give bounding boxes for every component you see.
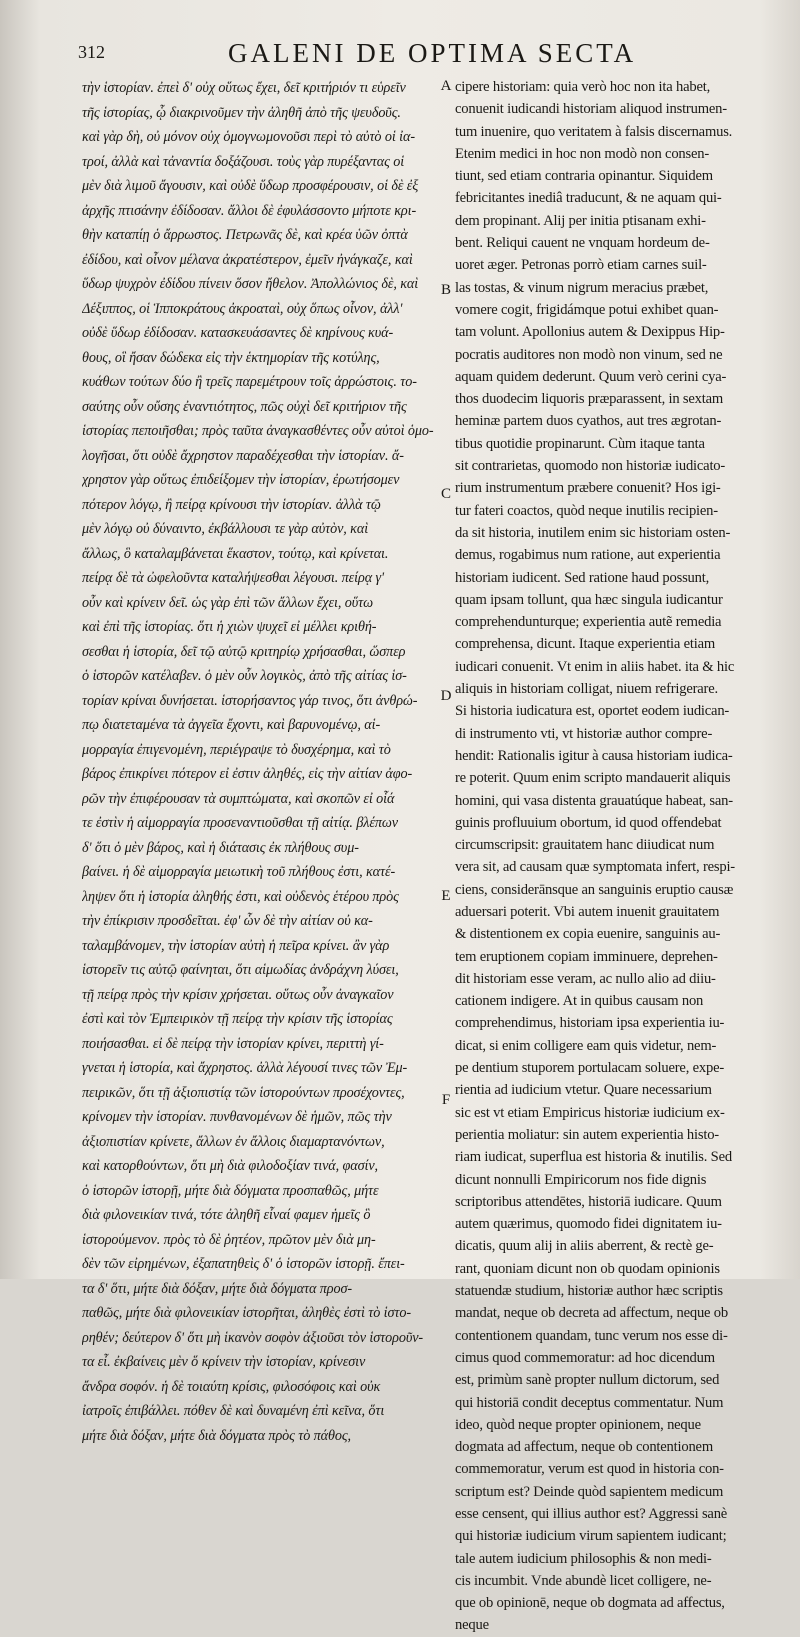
text-line: cimus quod commemoratur: ad hoc dicendum	[455, 1349, 715, 1366]
section-marker-a: A	[440, 78, 452, 94]
text-line: uoret æger. Petronas porrò etiam carnes suil-	[455, 257, 707, 274]
text-line: ἱστορεῖν τις αὐτῷ φαίνηται, ὅτι αἱμωδίας ἀνδράχνη λύσει,	[82, 962, 399, 978]
text-line: autem quærimus, quomodo fidei dignitatem iu-	[455, 1216, 722, 1233]
text-line: statuendæ studium, historiæ author hæc scriptis	[455, 1283, 723, 1300]
text-line: dogmata ad affectum, neque ob contentionem	[455, 1439, 713, 1456]
text-line: cis incumbit. Vnde abundè licet colligere, ne-	[455, 1572, 712, 1589]
text-line: οὐδὲ ὕδωρ ἐδίδοσαν. κατασκευάσαντες δὲ κηρίνους κυά-	[82, 325, 394, 341]
text-line: quam ipsam tollunt, qua hæc singula iudicantur	[455, 591, 723, 608]
text-line: comprehensa, dicunt. Itaque experientia etiam	[455, 636, 716, 653]
text-line: Si historia iudicatura est, oportet eodem iudican-	[455, 703, 730, 720]
text-line: las tostas, & vinum nigrum meracius præbet,	[455, 279, 709, 296]
text-line: dem propinant. Alij per initia ptisanam exhi-	[455, 212, 706, 229]
text-line: di instrumento vti, vt historiæ author compre-	[455, 725, 713, 742]
text-line: sic est vt etiam Empiricus historiæ iudicium ex-	[455, 1104, 725, 1121]
text-line: κρίνομεν τὴν ἱστορίαν. πυνθανομένων δὲ ἡμῶν, πῶς τὴν	[82, 1109, 392, 1125]
text-line: ὕδωρ ψυχρὸν ἐδίδου πίνειν ὅσον ἤθελον. Ἀπολλώνιος δὲ, καὶ	[82, 276, 419, 292]
text-line: λογῆσαι, ὅτι οὐδὲ ἄχρηστον παραδέχεσθαι τὴν ἱστορίαν. ἄ-	[82, 447, 404, 464]
text-line: ὁ ἱστορῶν ἱστορῇ, μήτε διὰ δόγματα προσπαθῶς, μήτε	[82, 1182, 379, 1199]
text-line: aliquis in historiam colligat, niuem refrigerare.	[455, 681, 718, 698]
page-header	[78, 38, 778, 72]
text-line: ταλαμβάνομεν, τὴν ἱστορίαν αὐτὴ ἡ πεῖρα κρίνει. ἂν γὰρ	[82, 937, 390, 954]
text-line: πειρικῶν, ὅτι τῇ ἀξιοπιστίᾳ τῶν ἱστορούντων προσέχοντες,	[82, 1084, 405, 1101]
text-line: ὁ ἱστορῶν κατέλαβεν. ὁ μὲν οὖν λογικὸς, ἀπὸ τῆς αἰτίας ἱσ-	[82, 668, 407, 684]
text-line: tale autem iudicium philosophis & non medi-	[455, 1550, 712, 1567]
text-line: ideo, quòd neque propter opinionem, neque	[455, 1416, 701, 1433]
text-line: cationem indigere. At in quibus causam non	[455, 993, 704, 1010]
text-line: tam volunt. Apollonius autem & Dexippus Hip-	[455, 324, 725, 341]
text-line: παθῶς, μήτε διὰ φιλονεικίαν ἱστορῆται, ἀληθὲς ἐστὶ τὸ ἱστο-	[82, 1305, 412, 1321]
text-line: ρῶν τὴν ἐπιφέρουσαν τὰ συμπτώματα, καὶ σκοπῶν εἰ οἷά	[82, 790, 395, 807]
text-line: tem eruptionem copiam imminuere, deprehen-	[455, 948, 718, 965]
text-line: cipere historiam: quia verò hoc non ita habet,	[455, 79, 711, 95]
text-line: perientia moliatur: sin autem experientia histo-	[455, 1126, 719, 1143]
text-line: καὶ κατορθούντων, ὅτι μὴ διὰ φιλοδοξίαν τινά, φασίν,	[82, 1158, 379, 1174]
text-line: tiunt, sed etiam contraria opinantur. Siquidem	[455, 168, 713, 185]
text-line: βαίνει. ἡ δὲ αἱμορραγία μειωτικὴ τοῦ πλήθους ἐστι, κατέ-	[82, 864, 396, 880]
text-line: pe dentium stuporem portulacam soluere, expe-	[455, 1060, 725, 1077]
text-line: hendit: Rationalis igitur à causa historiam iudica-	[455, 747, 733, 764]
text-line: τῆς ἱστορίας, ᾧ διακρινοῦμεν τὴν ἀληθῆ ἀπὸ τῆς ψευδοῦς.	[82, 104, 401, 121]
text-line: πῳ διατεταμένα τὰ ἀγγεῖα ἔχοντι, καὶ βαρυνομένῳ, αἱ-	[82, 717, 381, 733]
text-line: que ob opinionē, neque ob dogmata ad affectus,	[455, 1595, 725, 1612]
text-line: ἐστὶ καὶ τὸν Ἐμπειρικὸν τῇ πείρᾳ τὴν κρίσιν τῆς ἱστορίας	[82, 1011, 393, 1027]
section-marker-c: C	[440, 486, 451, 502]
text-line: guinis profluuium obortum, id quod offendebat	[455, 814, 722, 831]
text-line: da sit historia, inutilem enim sic historiam osten-	[455, 524, 731, 541]
section-marker-d: D	[440, 688, 452, 704]
greek-text-column	[82, 76, 440, 1448]
text-line: βάρος ἐπικρίνει πότερον εἰ ἐστιν ἀληθές, εἰς τὴν αἰτίαν ἀφο-	[82, 766, 413, 782]
text-line: qui historiæ iudicium virum sapientem iudicant;	[455, 1528, 727, 1545]
text-line: tum inuenire, quo veritatem à falsis discernamus.	[455, 123, 733, 140]
text-line: bent. Reliqui cauent ne vnquam hordeum de-	[455, 235, 710, 252]
text-line: σεσθαι ἡ ἱστορία, δεῖ τῷ αὐτῷ κριτηρίῳ χρήσασθαι, ὥσπερ	[82, 643, 406, 660]
text-line: τροί, ἀλλὰ καὶ τἀναντία δοξάζουσι. τοὺς γὰρ πυρέξαντας οἱ	[82, 153, 405, 170]
text-line: qui historiā condit deceptus commentatur. Num	[455, 1394, 724, 1411]
text-line: τῇ πείρᾳ πρὸς τὴν κρίσιν χρήσεται. οὕτως οὖν ἀναγκαῖον	[82, 986, 394, 1003]
text-line: δ' ὅτι ὁ μὲν βάρος, καὶ ἡ διάτασις ἐκ πλήθους συμ-	[82, 839, 359, 856]
text-line: esse censent, qui illius author est? Aggressi sanè	[455, 1506, 728, 1522]
text-line: σαύτης οὖν οὔσης ἐναντιότητος, πῶς οὐχὶ δεῖ κριτήριον τῆς	[82, 398, 407, 415]
text-line: aduersari poterit. Vbi autem inuenit grauitatem	[455, 903, 720, 920]
text-line: sit contrarietas, quomodo non historiæ iudicato-	[455, 458, 726, 475]
text-line: ἀρχῆς πτισάνην ἐδίδοσαν. ἄλλοι δὲ ἐφυλάσσοντο μήποτε κρι-	[82, 202, 417, 219]
text-line: homini, qui vasa distenta grauatúque habeat, san-	[455, 792, 733, 809]
text-line: πείρᾳ δὲ τὰ ὠφελοῦντα καταλήψεσθαι λέγουσι. πείρᾳ γ'	[82, 570, 384, 586]
text-line: heminæ partem duos cyathos, aut tres ægrotan-	[455, 413, 722, 430]
text-line: est, primùm sanè propter nullum dictorum, sed	[455, 1372, 720, 1389]
text-line: τὴν ἱστορίαν. ἐπεὶ δ' οὐχ οὕτως ἔχει, δεῖ κριτήριόν τι εὑρεῖν	[82, 80, 406, 96]
text-line: contentionem quandam, tunc verum nos esse di-	[455, 1327, 728, 1344]
text-line: τὴν ἐπίκρισιν προσδεῖται. ἐφ' ὧν δὲ τὴν αἰτίαν οὐ κα-	[82, 913, 373, 929]
latin-text-column	[455, 76, 785, 1637]
text-line: iudicari conuenit. Vt enim in aliis habet. ita & hic	[455, 658, 735, 675]
section-marker-b: B	[440, 282, 451, 298]
section-marker-f: F	[441, 1092, 451, 1108]
text-line: thos duodecim liquoris præparassent, in sextam	[455, 391, 724, 408]
text-line: θὴν καταπίῃ ὁ ἄρρωστος. Πετρωνᾶς δὲ, καὶ κρέα ὑῶν ὀπτὰ	[82, 227, 408, 243]
text-line: οὖν καὶ κρίνειν δεῖ. ὡς γὰρ ἐπὶ τῶν ἄλλων ἔχει, οὕτω	[82, 594, 374, 611]
text-line: neque	[455, 1617, 489, 1634]
text-line: re poterit. Quum enim scripto mandauerit aliquis	[455, 770, 731, 787]
text-line: ἰατροῖς ἐπιβάλλει. πόθεν δὲ καὶ δυναμένη ἐπὶ κεῖνα, ὅτι	[82, 1403, 385, 1419]
text-line: historiam iudicent. Sed ratione haud possunt,	[455, 569, 710, 586]
text-line: μήτε διὰ δόξαν, μήτε διὰ δόγματα πρὸς τὸ πάθος,	[82, 1427, 351, 1444]
text-line: μὲν διὰ λιμοῦ ἄγουσιν, καὶ οὐδὲ ὕδωρ προσφέρουσιν, οἱ δὲ ἐξ	[82, 178, 419, 194]
section-marker-e: E	[441, 888, 451, 904]
text-line: vera sit, ad causam quæ symptomata infert, respi-	[455, 859, 735, 876]
text-line: dicat, si enim colligere eam quis videtur, nem-	[455, 1037, 717, 1054]
text-line: rium instrumentum præbere conuenit? Hos igi-	[455, 480, 721, 497]
text-line: riam iudicat, superflua est historia & inutilis. Sed	[455, 1149, 732, 1166]
text-line: Δέξιππος, οἱ Ἱπποκράτους ἀκροαταὶ, οὐχ ὅπως οἶνον, ἀλλ'	[82, 300, 403, 317]
text-line: ἱστορούμενον. πρὸς τὸ δὲ ῥητέον, πρῶτον μὲν διὰ μη-	[82, 1231, 376, 1248]
text-line: rant, quoniam dicunt non ob quodam opinionis	[455, 1260, 720, 1277]
text-line: scriptum est? Deinde quòd sapientem medicum	[455, 1483, 724, 1500]
text-line: ciens, considerānsque an sanguinis eruptio causæ	[455, 881, 734, 898]
text-line: θους, οἳ ἤσαν δώδεκα εἰς τὴν ἑκτημορίαν τῆς κοτύλης,	[82, 349, 380, 366]
text-line: τε ἐστὶν ἡ αἱμορραγία προσεναντιοῦσθαι τῇ αἰτίᾳ. βλέπων	[82, 815, 398, 831]
text-line: χρηστον γὰρ οὕτως ἐπιδείξομεν τὴν ἱστορίαν, ἐρωτήσομεν	[82, 472, 400, 488]
text-line: Etenim medici in hoc non modò non consen-	[455, 145, 710, 162]
text-line: demus, rogabimus num ratione, aut experientia	[455, 547, 721, 564]
text-line: τα δ' ὅτι, μήτε διὰ δόξαν, μήτε διὰ δόγματα προσ-	[82, 1280, 353, 1297]
text-line: tur fateri coactos, quòd neque inutilis recipien-	[455, 502, 718, 519]
text-line: dit historiam esse veram, ac nullo alio ad diiu-	[455, 970, 716, 987]
text-line: scriptoribus attendētes, historiā iudicare. Quum	[455, 1193, 722, 1210]
text-line: ἀξιοπιστίαν κρίνετε, ἄλλων ἐν ἄλλοις διαμαρτανόντων,	[82, 1133, 385, 1150]
text-line: ποιήσασθαι. εἰ δὲ πείρᾳ τὴν ἱστορίαν κρίνει, περιττὴ γί-	[82, 1035, 384, 1052]
text-line: ἐδίδου, καὶ οἶνον μέλανα ἀκρατέστερον, ἐμεῖν ἠνάγκαζε, καὶ	[82, 251, 413, 268]
text-line: τορίαν κρίναι δυνήσεται. ἱστορήσαντος γάρ τινος, ὅτι ἀνθρώ-	[82, 692, 418, 709]
text-line: comprehendunturque; experientia autẽ remedia	[455, 614, 722, 631]
text-line: commemoratur, verum est quod in historia con-	[455, 1461, 724, 1478]
text-line: μορραγία ἐπιγενομένη, περιέγραψε τὸ δυσχέρημα, καὶ τὸ	[82, 741, 391, 758]
text-line: δὲν τῶν εἰρημένων, ἐξαπατηθεὶς δ' ὁ ἱστορῶν ἱστορῇ. ἔπει-	[82, 1256, 405, 1272]
text-line: πότερον λόγῳ, ἢ πείρᾳ κρίνουσι τὴν ἱστορίαν. ἀλλὰ τῷ	[82, 496, 381, 513]
text-line: febricitantes inediâ traducunt, & ne aquam qui-	[455, 190, 722, 207]
text-line: κυάθων τούτων δύο ἢ τρεῖς παρεμέτρουν τοῖς ἀρρώστοις. το-	[82, 374, 417, 390]
text-line: τα εἶ. ἐκβαίνεις μὲν ὅ κρίνειν τὴν ἱστορίαν, κρίνεσιν	[82, 1354, 366, 1370]
text-line: μὲν λόγῳ οὐ δύναιντο, ἐκβάλλουσι τε γὰρ αὐτὸν, καὶ	[82, 521, 369, 537]
text-line: ρηθέν; δεύτερον δ' ὅτι μὴ ἱκανὸν σοφὸν ἀξιοῦσι τὸν ἱστοροῦν-	[82, 1329, 424, 1346]
text-line: ἄλλως, ὃ καταλαμβάνεται ἕκαστον, τούτῳ, καὶ κρίνεται.	[82, 545, 389, 562]
page-number: 312	[78, 42, 105, 62]
text-line: mandat, neque ob decreta ad affectum, neque ob	[455, 1305, 728, 1322]
text-line: conuenit iudicandi historiam aliquod instrumen-	[455, 101, 727, 118]
text-line: διὰ φιλονεικίαν τινά, τότε ἀληθῆ εἶναί φαμεν ἡμεῖς ὃ	[82, 1207, 371, 1223]
text-line: pocratis auditores non modò non vinum, sed ne	[455, 346, 723, 363]
text-line: vomere cogit, frigidámque potui exhibet quan-	[455, 301, 719, 318]
text-line: dicunt nonnulli Empiricorum nos fide dignis	[455, 1171, 707, 1188]
text-line: ἄνδρα σοφόν. ἡ δὲ τοιαύτη κρίσις, φιλοσόφοις καὶ οὐκ	[82, 1378, 381, 1395]
text-line: rientia ad iudicium vtetur. Quare necessarium	[455, 1082, 712, 1099]
text-line: circumscripsit: grauitatem hanc diiudicat num	[455, 837, 715, 854]
text-line: ἱστορίας πεποιῆσθαι; πρὸς ταῦτα ἀναγκασθέντες οὖν αὐτοὶ ὁμο-	[82, 423, 434, 439]
text-line: aquam quidem dederunt. Quum verò cerini cya-	[455, 368, 727, 385]
text-line: tibus quotidie propinarunt. Cùm itaque tanta	[455, 435, 705, 452]
text-line: καὶ γὰρ δὴ, οὐ μόνον οὐχ ὁμογνωμονοῦσι περὶ τὸ αὐτὸ οἱ ἰα-	[82, 129, 415, 145]
text-line: comprehendimus, historiam ipsa experientia iu-	[455, 1015, 725, 1032]
text-line: γνεται ἡ ἱστορία, καὶ ἄχρηστος. ἀλλὰ λέγουσί τινες τῶν Ἐμ-	[82, 1060, 408, 1076]
running-title: GALENI DE OPTIMA SECTA	[228, 38, 637, 68]
text-line: καὶ ἐπὶ τῆς ἱστορίας. ὅτι ἡ χιὼν ψυχεῖ εἰ μέλλει κριθή-	[82, 619, 377, 635]
text-line: dicatis, quum alij in aliis aberrent, & rectè ge-	[455, 1238, 714, 1255]
text-line: & distentionem ex copia euenire, sanguinis au-	[455, 926, 721, 943]
text-line: ληψεν ὅτι ἡ ἱστορία ἀληθής ἐστι, καὶ οὐδενὸς ἑτέρου πρὸς	[82, 888, 399, 905]
